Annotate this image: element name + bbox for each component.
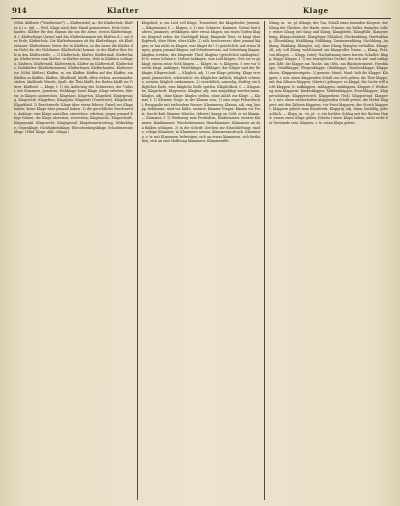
column-left	[11, 21, 136, 500]
running-head-left: Klafter	[107, 6, 139, 15]
column-middle-text: Klagelied, n. ein Lied voll Klage, Trauerlied; die Klagelieder Jeremiä. — Klagemauer, f. — Klagen, v. 1) intr. Schmerz, Kummer, Unlust laut äußern, jammern, wehklagen: über etwas klagen; um einen Todten klagen; klagend rufen; die Nachtigall klagt; klagende Töne; er klagt über Kopfweh, über Hitze, über Kälte. 2) sich beschweren: über jemand klagen; er hat nicht zu klagen; was klagst du? 3) gerichtlich: auf etwas klagen, gegen jemand klagen; auf Schadenersatz, auf Scheidung klagen; klagbar werden; der klagende Theil; klagbar (gerichtlich einklagbar). 4) tr. einen Schmerz, Verlust beklagen: sein Leid klagen; Gott sei es geklagt; einem seine Noth klagen. — Kläger, m. -s, Klägerin, f. wer vor Gericht klagt, Ankläger; Widerkläger, Mitkläger; der Kläger und der Beklagte; Klägerschaft. — Kläglich, adj. 1) zur Klage gehörig, Klage erregend, jämmerlich, erbärmlich: ein kläglicher Anblick; kläglich schreien, weinen; kläglich umkommen. 2) verächtlich, armselig, dürftig: ein klägliches Ende, eine klägliche Rolle spielen. Kläglichkeit, f. — Klagsache, Klagschrift, Klagweise. Klagbar, adj. was eingeklagt werden kann. Klaglos, adj. ohne Klage: klaglos stellen, ohne Anlaß zur Klage. — Klamm, f. 1) Klemme, Enge: in der Klamm sein; 2) eine enge Felsschlucht, Bergspalte mit reißendem Wasser; Klammweg. Klamm, adj. eng, knapp, beklemmt; steif vor Kälte, erstarrt: klamme Finger; klamm vor Frost; feucht-kalt: klamme Wäsche; (übertr.) knapp an Geld: er ist klamm. — Klammer, f. 1) Werkzeug zum Festhalten, Einklemmen: eiserne Klammer, Bauklammer, Wäscheklammer, Haarklammer; Klammern an den Balken schlagen. 2) in der Schrift: Zeichen zur Einschließung: runde, eckige Klammer; in Klammern setzen; Klammerausdruck. Klammern, v. tr. mit Klammern befestigen; sich an etwas klammern, sich festhalten; sich an eine Hoffnung klammern; Klammeraffe.	[141, 21, 261, 144]
column-left-text: (Mhd. klâftære (*Matthesius*) — Klafterwald, m.: für Klafterholz, Klafter n.) u. dgl. — Weil, Klage nach dem Maaß gemessenes, Holz-Oster, -haufen; Klafter für den Stamm die um die Arme, wovon Klafterlänge, d. i. Klafterlänge (Arme) und das Klafterkommen mit Klaften d. i. auf der Erde; Klafterholz, Die Klafterkommen ob die Klafterlänge, als Klafterhauer: Klafterhauer (einer der in Klaftern, so der Arme die Klafter den Holz) die der Holzhauer (Klafterholz) kommt, in der Klafter fürs Holz in den Klafterstöße. — 2) Klafterholz, Klafter. Klaftermaß, Klafterlänge, Klafterstein zum Klafter; in Klafter setzen, Holz in Klaftern schlagen, Klaftern. Klafterzahl, Klafterstück, Klafter im Klafterstoß, Klafterholz. Holzklafter (Klafterkommen). Klafterhauer, Klafterhaufen, Klafterweise. (Mhd. klâfter.) Klaffen, m. ein Klaffen: klaffen auf den Klaffen, ein Klaffen zu klaffen. Klaffen, (Klaffend), klafft, offen stehen, auseinander stehen, klaffende Wunde; Spalt: die Thür klafft; der Boden klafft vor Dürre; Klaffend. — Klage, f. 1) die Äußerung des Schmerzes, der Unlust, des Kummers, Jammern, Wehklage: laute Klage; Klage erheben, führen; in Klagen ausbrechen; Klagelaut, Klageton, Klagelied, Klagegesang, Klageweib, Klagefrau; Klagejahr, Klagezeit (Trauerzeit), Klagebrief, Klagekleid. 2) Beschwerde: Klage über etwas führen; Grund zur Klage haben; keine Klage über jemand haben. 3) die gerichtliche Beschwerde, Anklage: eine Klage anstellen, einreichen, erheben; gegen jemand Klage führen; die Klage abweisen, verwerfen; Klagesache, Klageschrift, Klagepunkt, Klagerecht, Klagegrund, Klagebeantwortung; Widerklage, Gegenklage, Nichtigkeitsklage, Ehescheidungsklage, Schadenersatzklage. (Mhd. klage, ahd. chlaga.)	[14, 21, 133, 135]
column-right	[266, 21, 391, 500]
text-columns	[11, 21, 391, 500]
running-head-right: Klage	[303, 6, 329, 15]
column-right-text: Klang, m. -es, pl. Klänge, der Ton, Schall eines tönenden Körpers: der Klang der Glocken, der Harfe, einer Stimme; ein heller, dumpfer, voller, reiner Klang; mit Sang und Klang; Klangfarbe, Klangfülle, Klangwirkung, Klangschönheit, Klangfigur (Chladni); Glockenklang, Harfenklang, Gläserklang, Wohlklang, Mißklang, Zusammenklang, Nachklang, Anklang, Einklang. Klanglos, adj. ohne Klang; klanglos verhallen. Klangvoll, adj. voll Klang, wohltönend: ein klangvoller Name. — Klang, Prät. von klingen. — Klapp, Interj. Nachahmung eines kurzen Schalles: klapp, klapp! Klappe, f. 1) ein beweglicher Deckel, der sich auf- und zuklappen läßt: die Klappe am Tische, am Ofen, am Blasinstrument; Herzklappe, Ventilklappe, Fliegenklappe, Ofenklappe, Taschenklappe; Klappenhorn, Klappentrompete. 2) gemein: Mund, Maul: halt die Klappe! Klappen, v. intr. einen klappenden Schall von sich geben: die Thür klappt; mit den Zähnen klappen; (übertr.) gelingen: es klappt; die Sache will nicht klappen. tr. aufklappen, zuklappen, umklappen. Klapper, f. Werkzeug zum Klappern: Kinderklapper, Mühlenklapper, Storchklapper; Klapperschlange, Klapperstorch, Klapperbein (Tod), Klappertopf. Klappern, v. intr. einen wiederholten klappenden Schall geben: die Mühle klappert; mit den Zähnen klappern; vor Frost klappern; der Storch klappert; Klappern gehört zum Handwerk. Klapprig, adj. dünn, hinfällig, gebrechlich. — Klaps, m. -es, pl. -e, ein leichter Schlag mit der flachen Hand: einem einen Klaps geben; (übertr.) einen Klaps haben, nicht recht bei Verstande sein. Klapsen, v. tr. einen Klaps geben.	[269, 21, 388, 126]
column-divider	[137, 21, 138, 500]
page-number: 914	[12, 6, 27, 15]
running-header	[11, 5, 391, 19]
column-divider	[264, 21, 265, 500]
column-middle	[139, 21, 264, 500]
